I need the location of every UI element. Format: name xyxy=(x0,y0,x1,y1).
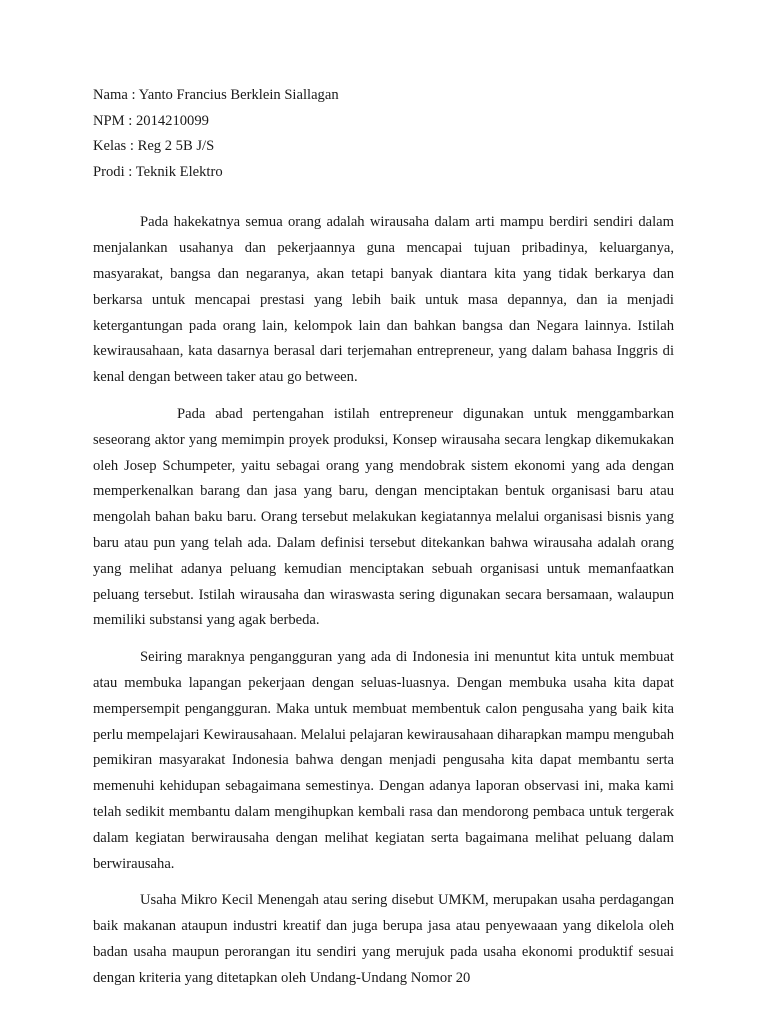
student-name: Nama : Yanto Francius Berklein Siallagan xyxy=(93,87,339,103)
paragraph-4: Usaha Mikro Kecil Menengah atau sering disebut UMKM, merupakan usaha perdagangan baik makanan ataupun industri kreatif dan juga berupa jasa atau penyewaaan yang dikelola oleh badan usaha maupun perorangan itu sendiri yang merujuk pada usaha ekonomi produktif sesuai dengan kriteria yang ditetapkan oleh Undang-Undang Nomor 20 xyxy=(93,892,674,986)
paragraph-3: Seiring maraknya pengangguran yang ada di Indonesia ini menuntut kita untuk membuat atau membuka lapangan pekerjaan dengan seluas-luasnya. Dengan membuka usaha kita dapat mempersempit pengangguran. Maka untuk membuat membentuk calon pengusaha yang baik kita perlu mempelajari Kewirausahaan. Melalui pelajaran kewirausahaan diharapkan mampu mengubah pemikiran masyarakat Indonesia bahwa dengan menjadi pengusaha kita dapat membantu serta memenuhi kehidupan sebagaimana semestinya. Dengan adanya laporan observasi ini, maka kami telah sedikit membantu dalam mengihupkan kembali rasa dan mendorong pembaca untuk tergerak dalam kegiatan berwirausaha dengan melihat kegiatan serta bagaimana melihat peluang dalam berwirausaha. xyxy=(93,649,674,872)
student-npm: NPM : 2014210099 xyxy=(93,112,209,129)
student-class: Kelas : Reg 2 5B J/S xyxy=(93,138,215,155)
student-study-program: Prodi : Teknik Elektro xyxy=(93,163,223,180)
paragraph-1: Pada hakekatnya semua orang adalah wirausaha dalam arti mampu berdiri sendiri dalam menjalankan usahanya dan pekerjaannya guna mencapai tujuan pribadinya, keluarganya, masyarakat, bangsa dan negaranya, akan tetapi banyak diantara kita yang tidak berkarya dan berkarsa untuk mencapai prestasi yang lebih baik untuk masa depannya, dan ia menjadi ketergantungan pada orang lain, kelompok lain dan bahkan bangsa dan Negara lainnya. Istilah kewirausahaan, kata dasarnya berasal dari terjemahan entrepreneur, yang dalam bahasa Inggris di kenal dengan between taker atau go between. xyxy=(93,214,674,386)
paragraph-2: Pada abad pertengahan istilah entrepreneur digunakan untuk menggambarkan seseorang aktor yang memimpin proyek produksi, Konsep wirausaha secara lengkap dikemukakan oleh Josep Schumpeter, yaitu sebagai orang yang mendobrak sistem ekonomi yang ada dengan memperkenalkan barang dan jasa yang baru, dengan menciptakan bentuk organisasi baru atau mengolah bahan baku baru. Orang tersebut melakukan kegiatannya melalui organisasi bisnis yang baru atau pun yang telah ada. Dalam definisi tersebut ditekankan bahwa wirausaha adalah orang yang melihat adanya peluang kemudian menciptakan sebuah organisasi untuk memanfaatkan peluang tersebut. Istilah wirausaha dan wiraswasta sering digunakan secara bersamaan, walaupun memiliki substansi yang agak berbeda. xyxy=(93,405,674,629)
document-content xyxy=(93,83,674,1002)
student-info-block xyxy=(93,83,674,185)
